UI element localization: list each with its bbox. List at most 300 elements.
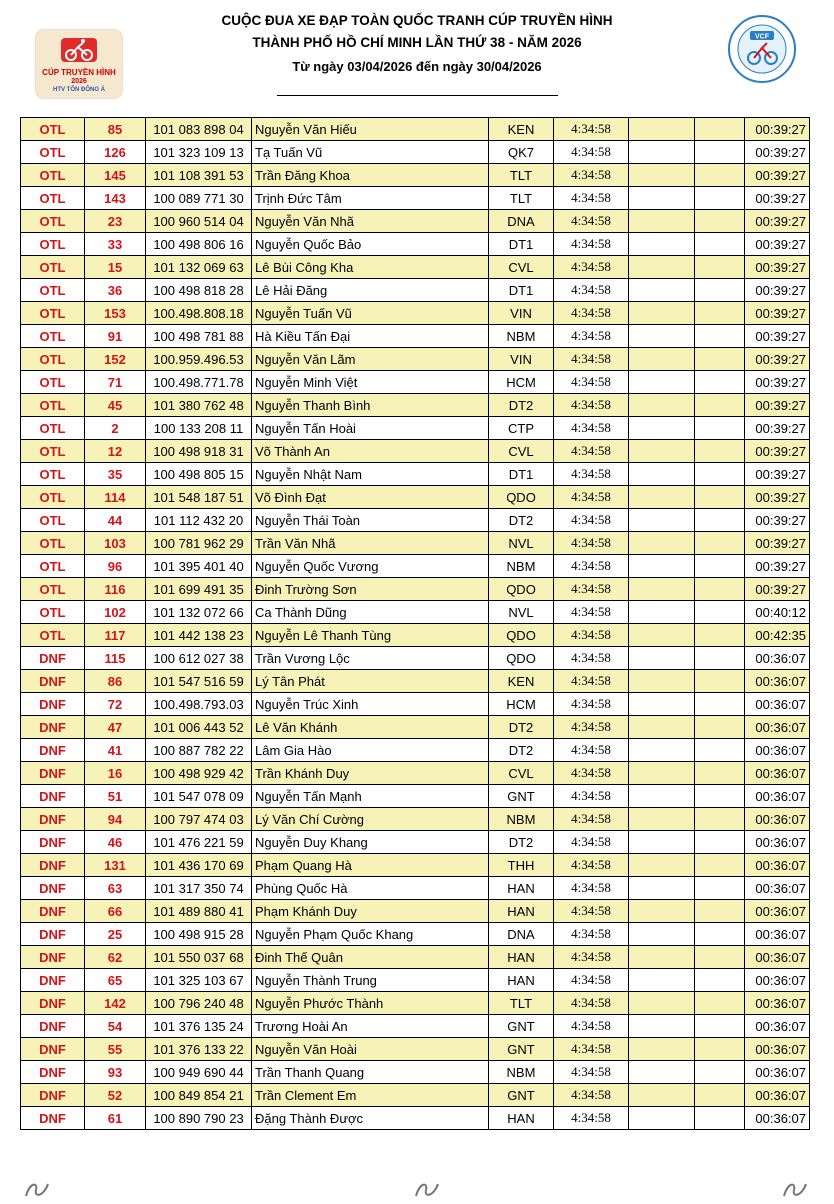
- bib-cell: 23: [85, 210, 146, 233]
- empty-cell: [629, 969, 695, 992]
- status-cell: OTL: [21, 417, 85, 440]
- empty-cell: [695, 808, 745, 831]
- empty-cell: [695, 256, 745, 279]
- status-cell: OTL: [21, 141, 85, 164]
- empty-cell: [695, 371, 745, 394]
- gap-cell: 00:39:27: [745, 164, 810, 187]
- status-cell: DNF: [21, 1038, 85, 1061]
- team-cell: KEN: [489, 118, 554, 141]
- gap-cell: 00:36:07: [745, 670, 810, 693]
- uci-id-cell: 101 699 491 35: [146, 578, 252, 601]
- bib-cell: 131: [85, 854, 146, 877]
- bib-cell: 62: [85, 946, 146, 969]
- table-row: [21, 187, 810, 210]
- empty-cell: [629, 141, 695, 164]
- tv-cup-logo: [36, 30, 122, 98]
- table-row: [21, 118, 810, 141]
- bib-cell: 2: [85, 417, 146, 440]
- uci-id-cell: 101 476 221 59: [146, 831, 252, 854]
- time-cell: 4:34:58: [554, 923, 629, 946]
- bib-cell: 55: [85, 1038, 146, 1061]
- table-row: [21, 440, 810, 463]
- gap-cell: 00:36:07: [745, 739, 810, 762]
- gap-cell: 00:36:07: [745, 992, 810, 1015]
- rider-name-cell: Đinh Trường Sơn: [252, 578, 489, 601]
- team-cell: KEN: [489, 670, 554, 693]
- gap-cell: 00:36:07: [745, 946, 810, 969]
- team-cell: TLT: [489, 164, 554, 187]
- empty-cell: [629, 601, 695, 624]
- empty-cell: [629, 555, 695, 578]
- time-cell: 4:34:58: [554, 693, 629, 716]
- team-cell: QDO: [489, 486, 554, 509]
- table-row: [21, 233, 810, 256]
- rider-name-cell: Nguyễn Văn Nhã: [252, 210, 489, 233]
- uci-id-cell: 101 436 170 69: [146, 854, 252, 877]
- bib-cell: 47: [85, 716, 146, 739]
- empty-cell: [695, 1107, 745, 1130]
- time-cell: 4:34:58: [554, 877, 629, 900]
- time-cell: 4:34:58: [554, 394, 629, 417]
- uci-id-cell: 101 547 078 09: [146, 785, 252, 808]
- uci-id-cell: 101 489 880 41: [146, 900, 252, 923]
- gap-cell: 00:36:07: [745, 716, 810, 739]
- empty-cell: [695, 325, 745, 348]
- status-cell: OTL: [21, 371, 85, 394]
- bib-cell: 103: [85, 532, 146, 555]
- table-row: [21, 463, 810, 486]
- empty-cell: [695, 831, 745, 854]
- table-row: [21, 1084, 810, 1107]
- table-row: [21, 946, 810, 969]
- rider-name-cell: Lâm Gia Hào: [252, 739, 489, 762]
- bib-cell: 51: [85, 785, 146, 808]
- rider-name-cell: Phạm Khánh Duy: [252, 900, 489, 923]
- time-cell: 4:34:58: [554, 463, 629, 486]
- uci-id-cell: 100 890 790 23: [146, 1107, 252, 1130]
- gap-cell: 00:36:07: [745, 854, 810, 877]
- rider-name-cell: Phạm Quang Hà: [252, 854, 489, 877]
- bib-cell: 114: [85, 486, 146, 509]
- status-cell: DNF: [21, 1061, 85, 1084]
- bib-cell: 63: [85, 877, 146, 900]
- logo-text-cup: CÚP TRUYỀN HÌNH: [42, 68, 116, 77]
- empty-cell: [629, 348, 695, 371]
- status-cell: DNF: [21, 877, 85, 900]
- table-row: [21, 900, 810, 923]
- rider-name-cell: Nguyễn Thanh Bình: [252, 394, 489, 417]
- empty-cell: [629, 808, 695, 831]
- empty-cell: [629, 946, 695, 969]
- status-cell: DNF: [21, 992, 85, 1015]
- gap-cell: 00:36:07: [745, 762, 810, 785]
- team-cell: GNT: [489, 1015, 554, 1038]
- rider-name-cell: Nguyễn Lê Thanh Tùng: [252, 624, 489, 647]
- status-cell: OTL: [21, 532, 85, 555]
- table-row: [21, 693, 810, 716]
- rider-name-cell: Nguyễn Minh Việt: [252, 371, 489, 394]
- time-cell: 4:34:58: [554, 624, 629, 647]
- gap-cell: 00:39:27: [745, 279, 810, 302]
- bib-cell: 117: [85, 624, 146, 647]
- bib-cell: 93: [85, 1061, 146, 1084]
- status-cell: OTL: [21, 578, 85, 601]
- table-row: [21, 210, 810, 233]
- time-cell: 4:34:58: [554, 716, 629, 739]
- empty-cell: [629, 670, 695, 693]
- gap-cell: 00:36:07: [745, 877, 810, 900]
- empty-cell: [629, 233, 695, 256]
- team-cell: GNT: [489, 1084, 554, 1107]
- empty-cell: [695, 555, 745, 578]
- empty-cell: [695, 693, 745, 716]
- table-row: [21, 877, 810, 900]
- table-row: [21, 716, 810, 739]
- empty-cell: [629, 532, 695, 555]
- empty-cell: [629, 739, 695, 762]
- time-cell: 4:34:58: [554, 647, 629, 670]
- status-cell: OTL: [21, 118, 85, 141]
- rider-name-cell: Nguyễn Quốc Bảo: [252, 233, 489, 256]
- status-cell: OTL: [21, 233, 85, 256]
- empty-cell: [695, 1084, 745, 1107]
- empty-cell: [695, 647, 745, 670]
- table-row: [21, 509, 810, 532]
- rider-name-cell: Trần Vương Lộc: [252, 647, 489, 670]
- bib-cell: 71: [85, 371, 146, 394]
- uci-id-cell: 100 498 915 28: [146, 923, 252, 946]
- status-cell: DNF: [21, 900, 85, 923]
- team-cell: DT1: [489, 463, 554, 486]
- uci-id-cell: 100 089 771 30: [146, 187, 252, 210]
- status-cell: DNF: [21, 739, 85, 762]
- table-row: [21, 624, 810, 647]
- time-cell: 4:34:58: [554, 992, 629, 1015]
- table-row: [21, 256, 810, 279]
- time-cell: 4:34:58: [554, 187, 629, 210]
- team-cell: NBM: [489, 1061, 554, 1084]
- bib-cell: 33: [85, 233, 146, 256]
- status-cell: DNF: [21, 969, 85, 992]
- status-cell: DNF: [21, 923, 85, 946]
- vcf-logo-text: VCF: [755, 33, 769, 41]
- empty-cell: [695, 1038, 745, 1061]
- status-cell: OTL: [21, 440, 85, 463]
- rider-name-cell: Nguyễn Quốc Vương: [252, 555, 489, 578]
- team-cell: HAN: [489, 946, 554, 969]
- rider-name-cell: Trần Clement Em: [252, 1084, 489, 1107]
- uci-id-cell: 101 112 432 20: [146, 509, 252, 532]
- empty-cell: [695, 141, 745, 164]
- team-cell: DNA: [489, 210, 554, 233]
- bib-cell: 52: [85, 1084, 146, 1107]
- time-cell: 4:34:58: [554, 1061, 629, 1084]
- team-cell: VIN: [489, 302, 554, 325]
- team-cell: CVL: [489, 762, 554, 785]
- team-cell: CVL: [489, 440, 554, 463]
- team-cell: QDO: [489, 624, 554, 647]
- uci-id-cell: 101 547 516 59: [146, 670, 252, 693]
- team-cell: HAN: [489, 969, 554, 992]
- uci-id-cell: 101 132 072 66: [146, 601, 252, 624]
- empty-cell: [695, 739, 745, 762]
- status-cell: OTL: [21, 601, 85, 624]
- uci-id-cell: 100 498 918 31: [146, 440, 252, 463]
- status-cell: DNF: [21, 693, 85, 716]
- empty-cell: [695, 394, 745, 417]
- rider-name-cell: Đinh Thế Quân: [252, 946, 489, 969]
- table-row: [21, 164, 810, 187]
- rider-name-cell: Võ Đình Đạt: [252, 486, 489, 509]
- gap-cell: 00:36:07: [745, 1084, 810, 1107]
- table-row: [21, 739, 810, 762]
- team-cell: DT1: [489, 233, 554, 256]
- table-row: [21, 417, 810, 440]
- rider-name-cell: Võ Thành An: [252, 440, 489, 463]
- empty-cell: [629, 831, 695, 854]
- uci-id-cell: 101 317 350 74: [146, 877, 252, 900]
- time-cell: 4:34:58: [554, 854, 629, 877]
- rider-name-cell: Phùng Quốc Hà: [252, 877, 489, 900]
- empty-cell: [629, 187, 695, 210]
- title-line-1: CUỘC ĐUA XE ĐẠP TOÀN QUỐC TRANH CÚP TRUYỀN HÌNH: [221, 13, 613, 28]
- empty-cell: [695, 210, 745, 233]
- gap-cell: 00:39:27: [745, 555, 810, 578]
- rider-name-cell: Nguyễn Văn Hoài: [252, 1038, 489, 1061]
- table-row: [21, 348, 810, 371]
- status-cell: DNF: [21, 831, 85, 854]
- team-cell: DNA: [489, 923, 554, 946]
- time-cell: 4:34:58: [554, 946, 629, 969]
- empty-cell: [629, 992, 695, 1015]
- uci-id-cell: 100 498 805 15: [146, 463, 252, 486]
- empty-cell: [629, 325, 695, 348]
- empty-cell: [629, 785, 695, 808]
- gap-cell: 00:36:07: [745, 1038, 810, 1061]
- empty-cell: [629, 463, 695, 486]
- team-cell: QK7: [489, 141, 554, 164]
- team-cell: DT2: [489, 509, 554, 532]
- table-row: [21, 1038, 810, 1061]
- empty-cell: [629, 923, 695, 946]
- rider-name-cell: Hà Kiều Tấn Đại: [252, 325, 489, 348]
- gap-cell: 00:40:12: [745, 601, 810, 624]
- empty-cell: [629, 210, 695, 233]
- empty-cell: [695, 762, 745, 785]
- empty-cell: [629, 164, 695, 187]
- team-cell: TLT: [489, 992, 554, 1015]
- rider-name-cell: Nguyễn Tấn Mạnh: [252, 785, 489, 808]
- empty-cell: [629, 1015, 695, 1038]
- bib-cell: 25: [85, 923, 146, 946]
- empty-cell: [695, 716, 745, 739]
- footer-watermark-icon: [780, 1176, 810, 1202]
- status-cell: OTL: [21, 348, 85, 371]
- status-cell: OTL: [21, 394, 85, 417]
- gap-cell: 00:39:27: [745, 394, 810, 417]
- bib-cell: 66: [85, 900, 146, 923]
- empty-cell: [695, 670, 745, 693]
- empty-cell: [629, 394, 695, 417]
- gap-cell: 00:39:27: [745, 141, 810, 164]
- uci-id-cell: 100 498 818 28: [146, 279, 252, 302]
- team-cell: DT2: [489, 394, 554, 417]
- table-row: [21, 302, 810, 325]
- rider-name-cell: Nguyễn Nhật Nam: [252, 463, 489, 486]
- time-cell: 4:34:58: [554, 1084, 629, 1107]
- uci-id-cell: 100 797 474 03: [146, 808, 252, 831]
- table-row: [21, 992, 810, 1015]
- rider-name-cell: Ca Thành Dũng: [252, 601, 489, 624]
- time-cell: 4:34:58: [554, 325, 629, 348]
- gap-cell: 00:39:27: [745, 210, 810, 233]
- bib-cell: 143: [85, 187, 146, 210]
- empty-cell: [629, 624, 695, 647]
- bib-cell: 102: [85, 601, 146, 624]
- time-cell: 4:34:58: [554, 1038, 629, 1061]
- footer-watermark-icon: [22, 1176, 52, 1202]
- time-cell: 4:34:58: [554, 739, 629, 762]
- empty-cell: [695, 463, 745, 486]
- time-cell: 4:34:58: [554, 509, 629, 532]
- bib-cell: 45: [85, 394, 146, 417]
- status-cell: OTL: [21, 302, 85, 325]
- rider-name-cell: Lê Bùi Công Kha: [252, 256, 489, 279]
- rider-name-cell: Lý Văn Chí Cường: [252, 808, 489, 831]
- empty-cell: [629, 371, 695, 394]
- empty-cell: [695, 509, 745, 532]
- gap-cell: 00:39:27: [745, 233, 810, 256]
- team-cell: NVL: [489, 532, 554, 555]
- uci-id-cell: 101 108 391 53: [146, 164, 252, 187]
- status-cell: DNF: [21, 808, 85, 831]
- status-cell: OTL: [21, 463, 85, 486]
- table-row: [21, 762, 810, 785]
- empty-cell: [695, 578, 745, 601]
- table-row: [21, 923, 810, 946]
- team-cell: HCM: [489, 371, 554, 394]
- status-cell: OTL: [21, 509, 85, 532]
- status-cell: OTL: [21, 325, 85, 348]
- bib-cell: 54: [85, 1015, 146, 1038]
- time-cell: 4:34:58: [554, 785, 629, 808]
- footer-watermark-icon: [412, 1176, 442, 1202]
- team-cell: NBM: [489, 325, 554, 348]
- empty-cell: [629, 302, 695, 325]
- bib-cell: 85: [85, 118, 146, 141]
- uci-id-cell: 101 380 762 48: [146, 394, 252, 417]
- gap-cell: 00:36:07: [745, 1015, 810, 1038]
- gap-cell: 00:39:27: [745, 302, 810, 325]
- team-cell: CVL: [489, 256, 554, 279]
- time-cell: 4:34:58: [554, 762, 629, 785]
- empty-cell: [629, 854, 695, 877]
- uci-id-cell: 101 442 138 23: [146, 624, 252, 647]
- time-cell: 4:34:58: [554, 578, 629, 601]
- table-row: [21, 578, 810, 601]
- empty-cell: [695, 279, 745, 302]
- empty-cell: [695, 785, 745, 808]
- empty-cell: [695, 1015, 745, 1038]
- uci-id-cell: 101 323 109 13: [146, 141, 252, 164]
- empty-cell: [629, 256, 695, 279]
- status-cell: DNF: [21, 946, 85, 969]
- bib-cell: 35: [85, 463, 146, 486]
- empty-cell: [695, 946, 745, 969]
- status-cell: OTL: [21, 256, 85, 279]
- team-cell: DT2: [489, 739, 554, 762]
- empty-cell: [695, 1061, 745, 1084]
- status-cell: DNF: [21, 762, 85, 785]
- table-row: [21, 601, 810, 624]
- rider-name-cell: Nguyễn Tấn Hoài: [252, 417, 489, 440]
- table-row: [21, 141, 810, 164]
- empty-cell: [629, 417, 695, 440]
- gap-cell: 00:36:07: [745, 923, 810, 946]
- empty-cell: [695, 532, 745, 555]
- team-cell: GNT: [489, 1038, 554, 1061]
- table-row: [21, 371, 810, 394]
- time-cell: 4:34:58: [554, 670, 629, 693]
- time-cell: 4:34:58: [554, 831, 629, 854]
- results-table: [20, 117, 810, 1130]
- empty-cell: [695, 486, 745, 509]
- team-cell: HCM: [489, 693, 554, 716]
- uci-id-cell: 101 083 898 04: [146, 118, 252, 141]
- bib-cell: 72: [85, 693, 146, 716]
- uci-id-cell: 101 548 187 51: [146, 486, 252, 509]
- table-row: [21, 486, 810, 509]
- empty-cell: [629, 509, 695, 532]
- empty-cell: [629, 118, 695, 141]
- uci-id-cell: 100.498.808.18: [146, 302, 252, 325]
- table-row: [21, 670, 810, 693]
- gap-cell: 00:36:07: [745, 808, 810, 831]
- time-cell: 4:34:58: [554, 256, 629, 279]
- gap-cell: 00:39:27: [745, 486, 810, 509]
- uci-id-cell: 100.498.771.78: [146, 371, 252, 394]
- team-cell: CTP: [489, 417, 554, 440]
- rider-name-cell: Trần Đăng Khoa: [252, 164, 489, 187]
- uci-id-cell: 100.959.496.53: [146, 348, 252, 371]
- title-line-2: THÀNH PHỐ HỒ CHÍ MINH LẦN THỨ 38 - NĂM 2026: [252, 35, 582, 50]
- logo-text-sponsors: HTV TÔN ĐÔNG Á: [53, 87, 105, 93]
- empty-cell: [629, 1107, 695, 1130]
- gap-cell: 00:39:27: [745, 440, 810, 463]
- empty-cell: [695, 348, 745, 371]
- uci-id-cell: 101 395 401 40: [146, 555, 252, 578]
- time-cell: 4:34:58: [554, 601, 629, 624]
- gap-cell: 00:36:07: [745, 900, 810, 923]
- table-row: [21, 279, 810, 302]
- empty-cell: [629, 900, 695, 923]
- team-cell: NVL: [489, 601, 554, 624]
- gap-cell: 00:36:07: [745, 693, 810, 716]
- empty-cell: [629, 877, 695, 900]
- empty-cell: [695, 302, 745, 325]
- time-cell: 4:34:58: [554, 486, 629, 509]
- status-cell: OTL: [21, 210, 85, 233]
- empty-cell: [629, 279, 695, 302]
- gap-cell: 00:36:07: [745, 969, 810, 992]
- bib-cell: 46: [85, 831, 146, 854]
- table-row: [21, 394, 810, 417]
- bib-cell: 96: [85, 555, 146, 578]
- team-cell: QDO: [489, 578, 554, 601]
- table-row: [21, 325, 810, 348]
- bib-cell: 94: [85, 808, 146, 831]
- time-cell: 4:34:58: [554, 417, 629, 440]
